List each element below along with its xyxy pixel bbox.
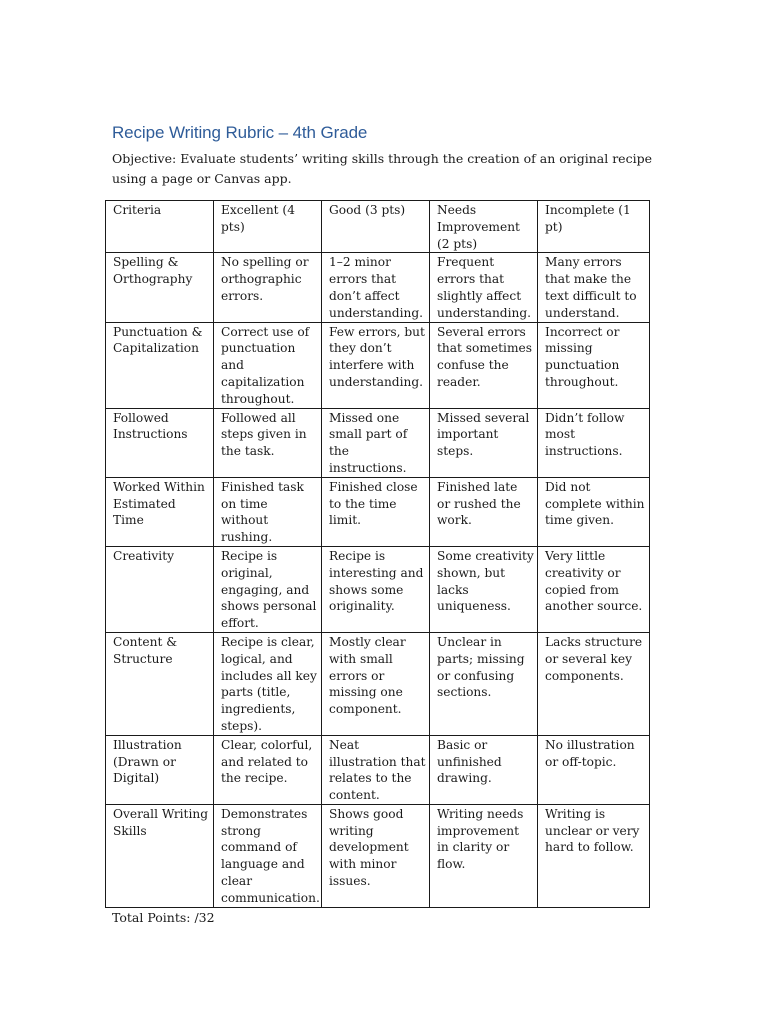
header-row xyxy=(106,201,650,253)
total-points: Total Points: /32 xyxy=(112,910,215,925)
table-cell: Many errors that make the text difficult to understand. xyxy=(538,253,650,322)
table-cell: Didn’t follow most instructions. xyxy=(538,408,650,477)
table-row xyxy=(106,477,650,546)
table-cell: Did not complete within time given. xyxy=(538,477,650,546)
table-row xyxy=(106,253,650,322)
table-cell: Missed several important steps. xyxy=(430,408,538,477)
objective-text: Objective: Evaluate students’ writing skills through the creation of an original recipe using a page or Canvas app. xyxy=(112,151,652,186)
table-cell: Correct use of punctuation and capitalization throughout. xyxy=(214,322,322,408)
table-cell: Missed one small part of the instructions. xyxy=(322,408,430,477)
table-cell: Incorrect or missing punctuation throughout. xyxy=(538,322,650,408)
table-cell: Shows good writing development with minor issues. xyxy=(322,804,430,907)
table-row xyxy=(106,735,650,804)
table-cell: Mostly clear with small errors or missing one component. xyxy=(322,632,430,735)
table-cell: Very little creativity or copied from another source. xyxy=(538,546,650,632)
table-row xyxy=(106,632,650,735)
table-row xyxy=(106,546,650,632)
table-cell: No illustration or off-topic. xyxy=(538,735,650,804)
table-row xyxy=(106,322,650,408)
header-criteria: Criteria xyxy=(106,201,214,253)
table-cell: Punctuation & Capitalization xyxy=(106,322,214,408)
table-cell: Overall Writing Skills xyxy=(106,804,214,907)
table-row xyxy=(106,408,650,477)
table-cell: Frequent errors that slightly affect understanding. xyxy=(430,253,538,322)
table-cell: Recipe is interesting and shows some originality. xyxy=(322,546,430,632)
table-cell: Neat illustration that relates to the content. xyxy=(322,735,430,804)
table-cell: Finished late or rushed the work. xyxy=(430,477,538,546)
table-cell: Followed all steps given in the task. xyxy=(214,408,322,477)
table-cell: Creativity xyxy=(106,546,214,632)
table-cell: Few errors, but they don’t interfere with understanding. xyxy=(322,322,430,408)
header-incomplete: Incomplete (1 pt) xyxy=(538,201,650,253)
table-cell: Finished close to the time limit. xyxy=(322,477,430,546)
table-cell: Lacks structure or several key components. xyxy=(538,632,650,735)
table-cell: Followed Instructions xyxy=(106,408,214,477)
page-title: Recipe Writing Rubric – 4th Grade xyxy=(112,123,368,142)
rubric-table xyxy=(105,200,650,908)
table-cell: Worked Within Estimated Time xyxy=(106,477,214,546)
table-cell: Recipe is original, engaging, and shows personal effort. xyxy=(214,546,322,632)
table-cell: Spelling & Orthography xyxy=(106,253,214,322)
table-cell: Clear, colorful, and related to the recipe. xyxy=(214,735,322,804)
header-needs-improvement: Needs Improvement (2 pts) xyxy=(430,201,538,253)
table-cell: Some creativity shown, but lacks uniqueness. xyxy=(430,546,538,632)
header-excellent: Excellent (4 pts) xyxy=(214,201,322,253)
table-cell: Demonstrates strong command of language and clear communication. xyxy=(214,804,322,907)
table-cell: Recipe is clear, logical, and includes all key parts (title, ingredients, steps). xyxy=(214,632,322,735)
table-row xyxy=(106,804,650,907)
table-cell: Content & Structure xyxy=(106,632,214,735)
table-cell: 1–2 minor errors that don’t affect understanding. xyxy=(322,253,430,322)
table-cell: Several errors that sometimes confuse the reader. xyxy=(430,322,538,408)
table-cell: Illustration (Drawn or Digital) xyxy=(106,735,214,804)
table-cell: Writing needs improvement in clarity or flow. xyxy=(430,804,538,907)
header-good: Good (3 pts) xyxy=(322,201,430,253)
table-cell: Finished task on time without rushing. xyxy=(214,477,322,546)
table-cell: Basic or unfinished drawing. xyxy=(430,735,538,804)
table-cell: No spelling or orthographic errors. xyxy=(214,253,322,322)
table-cell: Writing is unclear or very hard to follow. xyxy=(538,804,650,907)
table-cell: Unclear in parts; missing or confusing sections. xyxy=(430,632,538,735)
